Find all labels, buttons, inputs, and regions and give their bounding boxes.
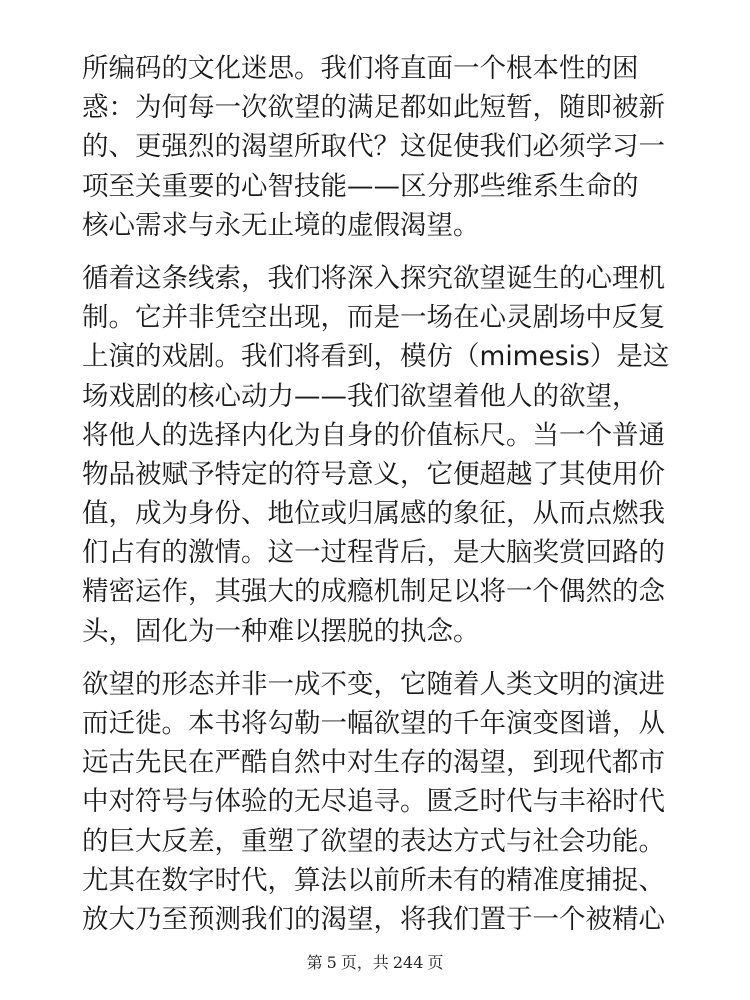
paragraph-3 [82,665,682,939]
text-line: 惑：为何每一次欲望的满足都如此短暂，随即被新 [82,92,665,124]
text-line: 尤其在数字时代，算法以前所未有的精准度捕捉、 [82,864,665,896]
text-line: 们占有的激情。这一过程背后，是大脑奖赏回路的 [82,537,665,569]
text-line: 放大乃至预测我们的渴望，将我们置于一个被精心 [82,903,665,935]
text-body [82,49,682,939]
text-line: 欲望的形态并非一成不变，它随着人类文明的演进 [82,668,665,700]
text-line: 中对符号与体验的无尽追寻。匮乏时代与丰裕时代 [82,786,665,818]
current-page-number: 5 [326,953,337,972]
footer-middle: 页，共 [340,953,389,972]
text-line: 精密运作，其强大的成瘾机制足以将一个偶然的念 [82,576,665,608]
paragraph-1 [82,49,682,245]
total-pages-number: 244 [392,953,424,972]
text-line: 循着这条线索，我们将深入探究欲望诞生的心理机 [82,262,665,294]
text-line: 的巨大反差，重塑了欲望的表达方式与社会功能。 [82,825,665,857]
text-line: 所编码的文化迷思。我们将直面一个根本性的困 [82,53,639,84]
text-line: 上演的戏剧。我们将看到，模仿（mimesis）是这 [82,341,670,373]
text-line: 项至关重要的心智技能——区分那些维系生命的 [82,170,639,202]
text-line: 值，成为身份、地位或归属感的象征，从而点燃我 [82,498,665,530]
text-line: 制。它并非凭空出现，而是一场在心灵剧场中反复 [82,302,665,334]
footer-suffix: 页 [427,953,444,972]
text-line: 场戏剧的核心动力——我们欲望着他人的欲望， [82,380,639,412]
page-footer [0,951,750,975]
paragraph-2 [82,259,682,651]
text-line: 而迁徙。本书将勾勒一幅欲望的千年演变图谱，从 [82,708,665,739]
text-line: 的、更强烈的渴望所取代？这促使我们必须学习一 [82,131,665,163]
footer-prefix: 第 [306,953,323,972]
text-line: 核心需求与永无止境的虚假渴望。 [82,209,480,241]
text-line: 物品被赋予特定的符号意义，它便超越了其使用价 [82,458,665,490]
text-line: 将他人的选择内化为自身的价值标尺。当一个普通 [82,419,665,451]
text-line: 头，固化为一种难以摆脱的执念。 [82,615,480,647]
text-line: 远古先民在严酷自然中对生存的渴望，到现代都市 [82,747,665,779]
